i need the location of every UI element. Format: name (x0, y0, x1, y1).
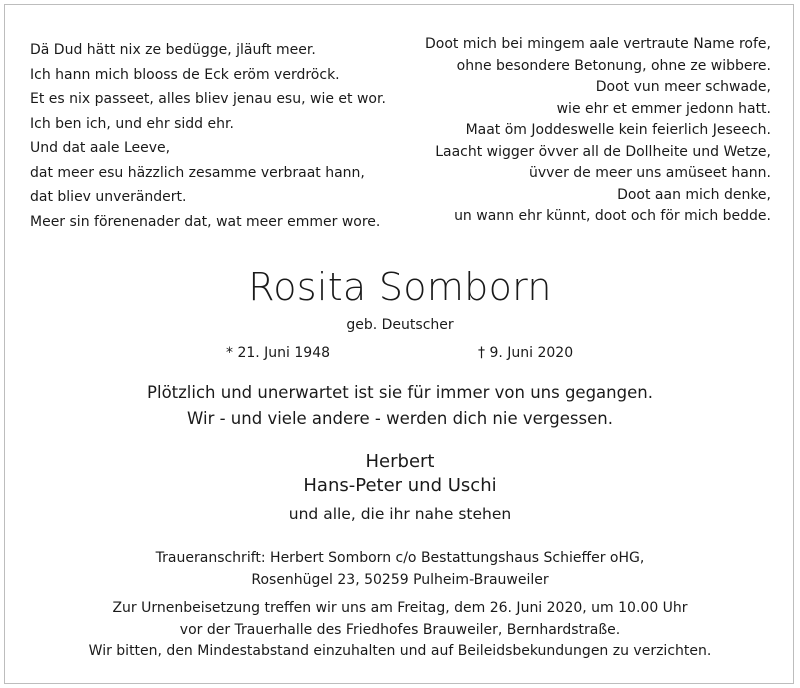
poem-line: Laacht wigger övver all de Dollheite und Wetze, (435, 143, 771, 160)
mourners-list (0, 450, 800, 498)
poem-line: üvver de meer uns amüseet hann. (529, 165, 771, 181)
notice-line: vor der Trauerhalle des Friedhofes Brauweiler, Bernhardstraße. (179, 621, 621, 638)
poem-line: dat meer esu häzzlich zesamme verbraat hann, (30, 164, 365, 181)
mourner-name: Hans-Peter und Uschi (303, 475, 497, 496)
poem-line: Doot vun meer schwade, (595, 79, 771, 95)
poem-line: Dä Dud hätt nix ze bedügge, jläuft meer. (30, 42, 316, 58)
poem-line: Ich ben ich, und ehr sidd ehr. (30, 115, 234, 132)
poem-line: Meer sin förenenader dat, wat meer emmer wore. (30, 213, 381, 230)
poem-right-column (391, 34, 771, 228)
notice-line: Wir bitten, den Mindestabstand einzuhalten und auf Beileidsbekundungen zu verzichten. (88, 643, 712, 659)
mourning-address (0, 547, 800, 591)
message-line: Wir - und viele andere - werden dich nie vergessen. (187, 409, 613, 428)
poem-line: Et es nix passeet, alles bliev jenau esu, wie et wor. (30, 91, 386, 107)
birth-date: * 21. Juni 1948 (226, 345, 331, 361)
birth-name: geb. Deutscher (346, 317, 454, 333)
address-line: Rosenhügel 23, 50259 Pulheim-Brauweiler (251, 572, 549, 588)
poem-line: Und dat aale Leeve, (30, 140, 171, 156)
message-line: Plötzlich und unerwartet ist sie für immer von uns gegangen. (147, 383, 653, 402)
address-line: Traueranschrift: Herbert Somborn c/o Bestattungshaus Schieffer oHG, (155, 550, 645, 566)
poem-line: dat bliev unverändert. (30, 189, 187, 205)
poem-line: Doot aan mich denke, (617, 186, 771, 203)
death-date: † 9. Juni 2020 (478, 345, 574, 361)
notice-line: Zur Urnenbeisetzung treffen wir uns am Freitag, dem 26. Juni 2020, um 10.00 Uhr (112, 600, 688, 616)
mourners-others: und alle, die ihr nahe stehen (288, 505, 512, 523)
burial-notice (0, 598, 800, 663)
poem-line: un wann ehr künnt, doot och för mich bedde. (454, 208, 771, 224)
poem-line: wie ehr et emmer jedonn hatt. (556, 100, 771, 117)
poem-line: Ich hann mich blooss de Eck eröm verdröck. (30, 66, 340, 83)
poem-line: Maat öm Joddeswelle kein feierlich Jeseech. (465, 122, 771, 138)
poem-line: Doot mich bei mingem aale vertraute Name rofe, (424, 36, 771, 52)
mourner-name: Herbert (365, 451, 435, 472)
poem-left-column (30, 38, 410, 234)
memorial-message (0, 380, 800, 432)
deceased-name: Rosita Somborn (248, 265, 552, 309)
poem-line: ohne besondere Betonung, ohne ze wibbere. (456, 57, 771, 74)
